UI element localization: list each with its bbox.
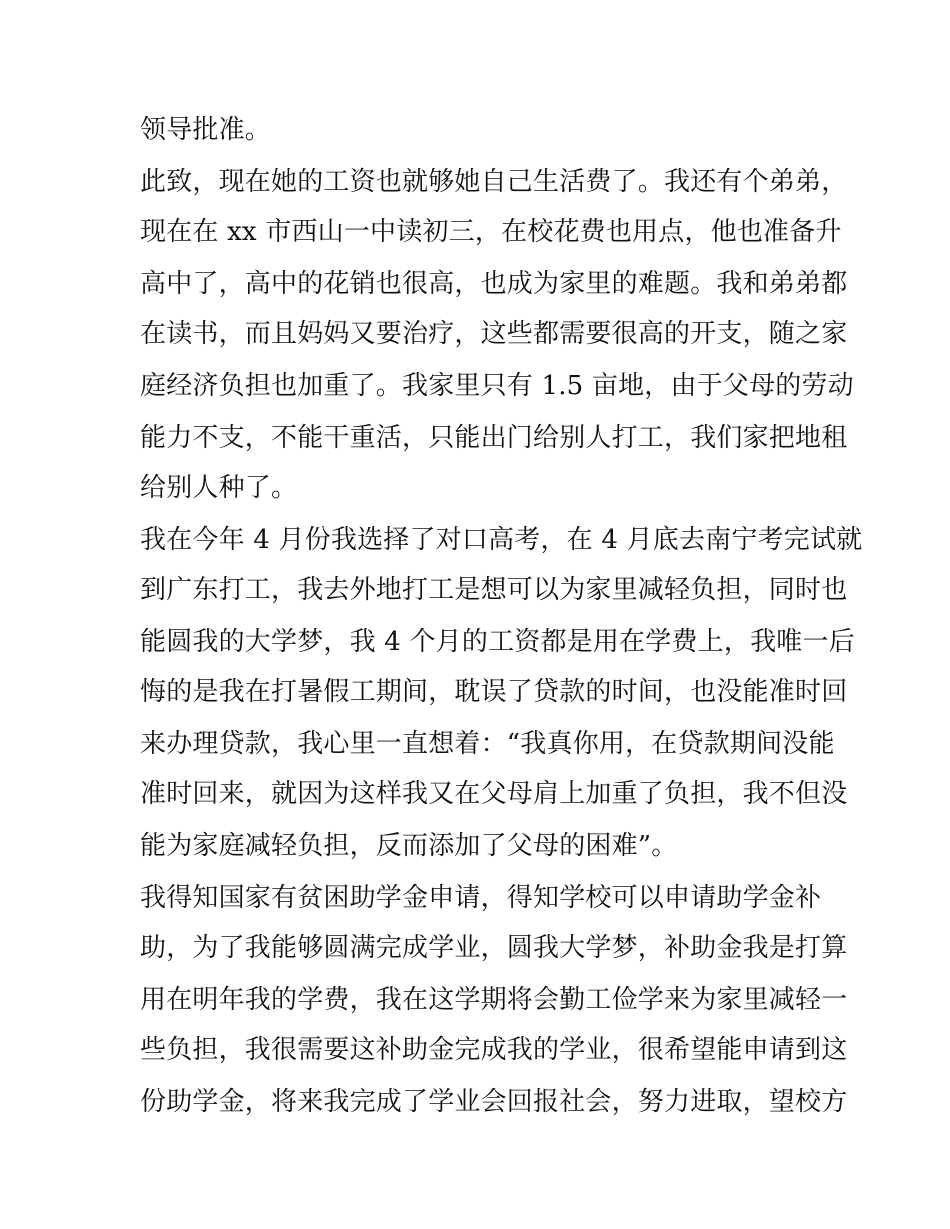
text-line: 此致，现在她的工资也就够她自己生活费了。我还有个弟弟， <box>140 167 848 197</box>
text-line: 来办理贷款，我心里一直想着：“我真你用，在贷款期间没能 <box>140 729 835 759</box>
text-line: 能圆我的大学梦，我 4 个月的工资都是用在学费上，我唯一后 <box>140 627 855 657</box>
text-line: 现在在 xx 市西山一中读初三，在校花费也用点，他也准备升 <box>140 217 842 247</box>
text-line: 助，为了我能够圆满完成学业，圆我大学梦，补助金我是打算 <box>140 933 848 963</box>
text-line: 到广东打工，我去外地打工是想可以为家里减轻负担，同时也 <box>140 575 848 605</box>
text-line: 份助学金，将来我完成了学业会回报社会，努力进取，望校方 <box>140 1087 848 1117</box>
text-line: 给别人种了。 <box>140 473 298 503</box>
text-line: 能力不支，不能干重活，只能出门给别人打工，我们家把地租 <box>140 423 848 453</box>
text-line: 些负担，我很需要这补助金完成我的学业，很希望能申请到这 <box>140 1035 848 1065</box>
text-line: 我在今年 4 月份我选择了对口高考，在 4 月底去南宁考完试就 <box>140 525 863 555</box>
text-line: 我得知国家有贫困助学金申请，得知学校可以申请助学金补 <box>140 883 822 913</box>
text-line: 领导批准。 <box>140 115 272 145</box>
text-line: 用在明年我的学费，我在这学期将会勤工俭学来为家里减轻一 <box>140 985 848 1015</box>
text-line: 庭经济负担也加重了。我家里只有 1.5 亩地，由于父母的劳动 <box>140 371 854 401</box>
text-line: 准时回来，就因为这样我又在父母肩上加重了负担，我不但没 <box>140 779 848 809</box>
text-line: 高中了，高中的花销也很高，也成为家里的难题。我和弟弟都 <box>140 269 848 299</box>
text-line: 能为家庭减轻负担，反而添加了父母的困难”。 <box>140 831 678 861</box>
text-line: 悔的是我在打暑假工期间，耽误了贷款的时间，也没能准时回 <box>140 677 848 707</box>
text-line: 在读书，而且妈妈又要治疗，这些都需要很高的开支，随之家 <box>140 319 848 349</box>
